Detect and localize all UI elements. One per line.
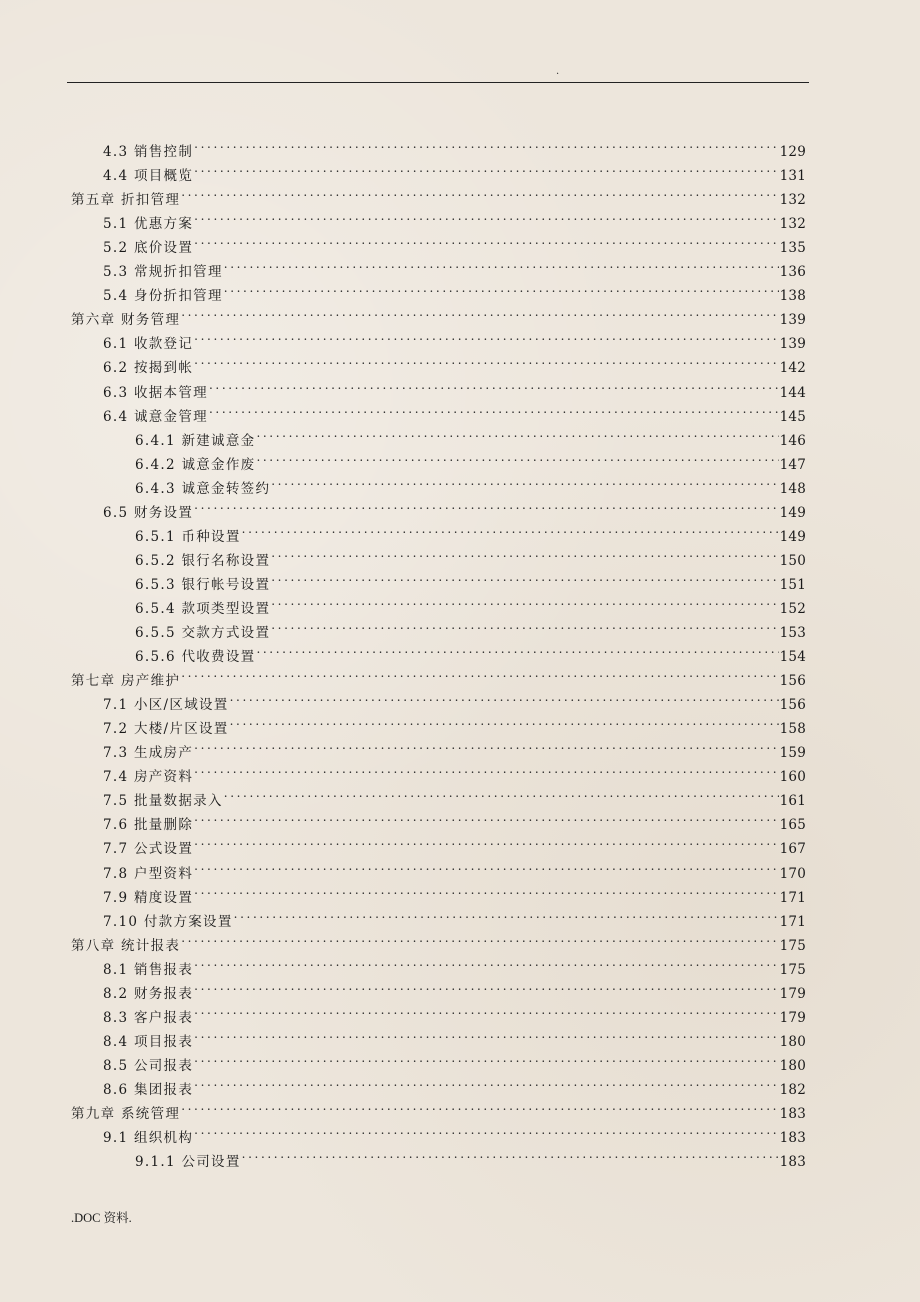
toc-entry-label: 7.8 户型资料 — [103, 866, 194, 882]
toc-entry-label: 9.1 组织机构 — [103, 1130, 194, 1146]
toc-dot-leader — [181, 1094, 778, 1118]
toc-entry-page: 152 — [779, 601, 806, 617]
toc-entry-label: 5.4 身份折扣管理 — [103, 288, 223, 304]
toc-entry-page: 132 — [779, 192, 806, 208]
toc-entry-page: 129 — [779, 144, 806, 160]
toc-entry-page: 171 — [779, 890, 806, 906]
toc-entry[interactable] — [103, 1070, 806, 1098]
toc-entry[interactable] — [103, 757, 806, 785]
toc-dot-leader — [234, 902, 779, 926]
toc-entry[interactable] — [103, 902, 806, 930]
toc-entry[interactable] — [135, 1142, 806, 1170]
toc-entry-page: 148 — [779, 481, 806, 497]
toc-entry-page: 139 — [779, 336, 806, 352]
toc-entry-label: 6.4.1 新建诚意金 — [135, 433, 256, 449]
toc-entry-page: 139 — [779, 312, 806, 328]
toc-entry-page: 158 — [779, 721, 806, 737]
toc-entry[interactable] — [135, 637, 806, 665]
toc-entry-page: 183 — [779, 1130, 806, 1146]
toc-entry[interactable] — [135, 517, 806, 545]
toc-entry-page: 180 — [779, 1058, 806, 1074]
toc-entry-label: 8.5 公司报表 — [103, 1058, 194, 1074]
toc-entry-label: 7.10 付款方案设置 — [103, 914, 233, 930]
toc-dot-leader — [224, 252, 779, 276]
toc-entry[interactable] — [135, 589, 806, 617]
toc-entry[interactable] — [103, 733, 806, 761]
toc-dot-leader — [271, 613, 778, 637]
toc-entry-page: 150 — [779, 553, 806, 569]
toc-entry-page: 170 — [779, 866, 806, 882]
toc-entry-page: 175 — [779, 962, 806, 978]
toc-entry[interactable] — [103, 348, 806, 376]
toc-entry[interactable] — [135, 613, 806, 641]
toc-entry-label: 5.3 常规折扣管理 — [103, 264, 223, 280]
toc-entry-label: 6.4 诚意金管理 — [103, 409, 208, 425]
toc-entry[interactable] — [103, 709, 806, 737]
toc-entry-label: 7.4 房产资料 — [103, 769, 194, 785]
toc-entry[interactable] — [71, 300, 806, 328]
toc-entry[interactable] — [103, 1046, 806, 1074]
toc-entry[interactable] — [135, 469, 806, 497]
toc-entry-label: 5.2 底价设置 — [103, 240, 194, 256]
toc-dot-leader — [194, 1118, 778, 1142]
toc-entry[interactable] — [71, 926, 806, 954]
toc-entry-page: 156 — [779, 673, 806, 689]
toc-dot-leader — [256, 445, 778, 469]
toc-entry-page: 160 — [779, 769, 806, 785]
toc-entry-label: 7.6 批量删除 — [103, 817, 194, 833]
toc-entry[interactable] — [135, 445, 806, 473]
toc-entry-page: 145 — [779, 409, 806, 425]
toc-dot-leader — [224, 781, 779, 805]
toc-dot-leader — [242, 1142, 779, 1166]
toc-dot-leader — [194, 757, 778, 781]
toc-entry-label: 4.3 销售控制 — [103, 144, 194, 160]
toc-dot-leader — [271, 589, 778, 613]
toc-entry-page: 154 — [779, 649, 806, 665]
toc-dot-leader — [194, 998, 778, 1022]
toc-entry-page: 183 — [779, 1106, 806, 1122]
toc-entry-page: 149 — [779, 529, 806, 545]
toc-entry-label: 8.4 项目报表 — [103, 1034, 194, 1050]
toc-dot-leader — [194, 324, 778, 348]
toc-entry-page: 131 — [779, 168, 806, 184]
toc-entry[interactable] — [135, 421, 806, 449]
toc-dot-leader — [194, 493, 778, 517]
toc-entry-label: 8.3 客户报表 — [103, 1010, 194, 1026]
toc-entry[interactable] — [103, 781, 806, 809]
toc-entry[interactable] — [71, 180, 806, 208]
toc-entry[interactable] — [135, 565, 806, 593]
toc-dot-leader — [256, 421, 778, 445]
toc-entry-label: 6.1 收款登记 — [103, 336, 194, 352]
toc-entry-label: 第九章 系统管理 — [71, 1106, 181, 1122]
toc-dot-leader — [230, 709, 779, 733]
toc-entry-label: 第七章 房产维护 — [71, 673, 181, 689]
toc-dot-leader — [181, 300, 778, 324]
toc-dot-leader — [271, 541, 778, 565]
header-mark: . — [556, 66, 560, 77]
toc-dot-leader — [194, 805, 778, 829]
toc-entry-page: 175 — [779, 938, 806, 954]
toc-dot-leader — [194, 228, 778, 252]
toc-entry-label: 7.2 大楼/片区设置 — [103, 721, 229, 737]
toc-dot-leader — [271, 469, 778, 493]
toc-dot-leader — [194, 1022, 778, 1046]
toc-entry[interactable] — [103, 397, 806, 425]
toc-entry-page: 138 — [779, 288, 806, 304]
toc-entry-page: 183 — [779, 1154, 806, 1170]
toc-entry-label: 7.7 公式设置 — [103, 841, 194, 857]
toc-entry-label: 6.2 按揭到帐 — [103, 360, 194, 376]
toc-dot-leader — [181, 926, 778, 950]
toc-dot-leader — [194, 854, 778, 878]
toc-entry-label: 6.5.4 款项类型设置 — [135, 601, 271, 617]
toc-dot-leader — [194, 156, 778, 180]
toc-entry-page: 159 — [779, 745, 806, 761]
toc-entry-page: 132 — [779, 216, 806, 232]
toc-entry[interactable] — [103, 204, 806, 232]
toc-entry-label: 第八章 统计报表 — [71, 938, 181, 954]
toc-entry-page: 165 — [779, 817, 806, 833]
toc-dot-leader — [256, 637, 778, 661]
toc-entry[interactable] — [103, 132, 806, 160]
toc-entry-page: 153 — [779, 625, 806, 641]
toc-dot-leader — [194, 1070, 778, 1094]
toc-entry-label: 6.5.2 银行名称设置 — [135, 553, 271, 569]
toc-entry-page: 182 — [779, 1082, 806, 1098]
toc-entry-page: 156 — [779, 697, 806, 713]
toc-entry-label: 7.3 生成房产 — [103, 745, 194, 761]
toc-entry[interactable] — [103, 228, 806, 256]
toc-entry-page: 142 — [779, 360, 806, 376]
toc-entry[interactable] — [103, 373, 806, 401]
toc-entry-label: 8.2 财务报表 — [103, 986, 194, 1002]
toc-entry-label: 6.4.2 诚意金作废 — [135, 457, 256, 473]
toc-dot-leader — [194, 132, 778, 156]
toc-entry[interactable] — [71, 661, 806, 689]
toc-entry[interactable] — [103, 854, 806, 882]
toc-entry-label: 8.6 集团报表 — [103, 1082, 194, 1098]
toc-dot-leader — [181, 661, 778, 685]
toc-entry-label: 6.5 财务设置 — [103, 505, 194, 521]
toc-dot-leader — [194, 204, 778, 228]
toc-entry-page: 180 — [779, 1034, 806, 1050]
toc-entry[interactable] — [103, 685, 806, 713]
toc-entry[interactable] — [103, 998, 806, 1026]
toc-entry[interactable] — [103, 1022, 806, 1050]
toc-dot-leader — [194, 950, 778, 974]
toc-entry-page: 135 — [779, 240, 806, 256]
toc-entry-page: 144 — [779, 385, 806, 401]
toc-dot-leader — [194, 878, 778, 902]
toc-entry-label: 第五章 折扣管理 — [71, 192, 181, 208]
toc-dot-leader — [194, 829, 778, 853]
toc-entry[interactable] — [103, 805, 806, 833]
toc-entry-page: 179 — [779, 1010, 806, 1026]
toc-entry-page: 136 — [779, 264, 806, 280]
toc-entry-label: 8.1 销售报表 — [103, 962, 194, 978]
toc-entry-label: 7.5 批量数据录入 — [103, 793, 223, 809]
toc-entry-label: 第六章 财务管理 — [71, 312, 181, 328]
toc-entry-label: 6.5.6 代收费设置 — [135, 649, 256, 665]
toc-entry-label: 7.1 小区/区域设置 — [103, 697, 229, 713]
toc-entry-page: 161 — [779, 793, 806, 809]
toc-entry-page: 147 — [779, 457, 806, 473]
toc-entry[interactable] — [135, 541, 806, 569]
toc-entry-label: 7.9 精度设置 — [103, 890, 194, 906]
header-rule — [67, 82, 809, 83]
toc-entry[interactable] — [71, 1094, 806, 1122]
toc-entry[interactable] — [103, 878, 806, 906]
toc-dot-leader — [242, 517, 779, 541]
toc-entry[interactable] — [103, 1118, 806, 1146]
toc-dot-leader — [209, 373, 779, 397]
toc-entry[interactable] — [103, 829, 806, 857]
toc-dot-leader — [271, 565, 778, 589]
toc-dot-leader — [194, 348, 778, 372]
toc-entry-label: 6.4.3 诚意金转签约 — [135, 481, 271, 497]
toc-dot-leader — [224, 276, 779, 300]
toc-entry[interactable] — [103, 974, 806, 1002]
toc-entry-label: 5.1 优惠方案 — [103, 216, 194, 232]
toc-entry[interactable] — [103, 156, 806, 184]
toc-entry-page: 151 — [779, 577, 806, 593]
toc-dot-leader — [194, 1046, 778, 1070]
footer-text: .DOC 资料. — [71, 1211, 132, 1225]
toc-entry-label: 6.3 收据本管理 — [103, 385, 208, 401]
toc-entry[interactable] — [103, 252, 806, 280]
toc-dot-leader — [194, 733, 778, 757]
toc-entry[interactable] — [103, 324, 806, 352]
toc-entry[interactable] — [103, 276, 806, 304]
toc-entry[interactable] — [103, 950, 806, 978]
toc-dot-leader — [181, 180, 778, 204]
toc-dot-leader — [209, 397, 779, 421]
toc-entry[interactable] — [103, 493, 806, 521]
toc-entry-label: 6.5.1 币种设置 — [135, 529, 241, 545]
toc-entry-label: 9.1.1 公司设置 — [135, 1154, 241, 1170]
toc-entry-page: 149 — [779, 505, 806, 521]
toc-dot-leader — [194, 974, 778, 998]
toc-dot-leader — [230, 685, 779, 709]
toc-entry-page: 179 — [779, 986, 806, 1002]
toc-entry-label: 6.5.3 银行帐号设置 — [135, 577, 271, 593]
toc-entry-label: 6.5.5 交款方式设置 — [135, 625, 271, 641]
toc-entry-page: 171 — [779, 914, 806, 930]
toc-entry-page: 146 — [779, 433, 806, 449]
toc-entry-label: 4.4 项目概览 — [103, 168, 194, 184]
toc-entry-page: 167 — [779, 841, 806, 857]
